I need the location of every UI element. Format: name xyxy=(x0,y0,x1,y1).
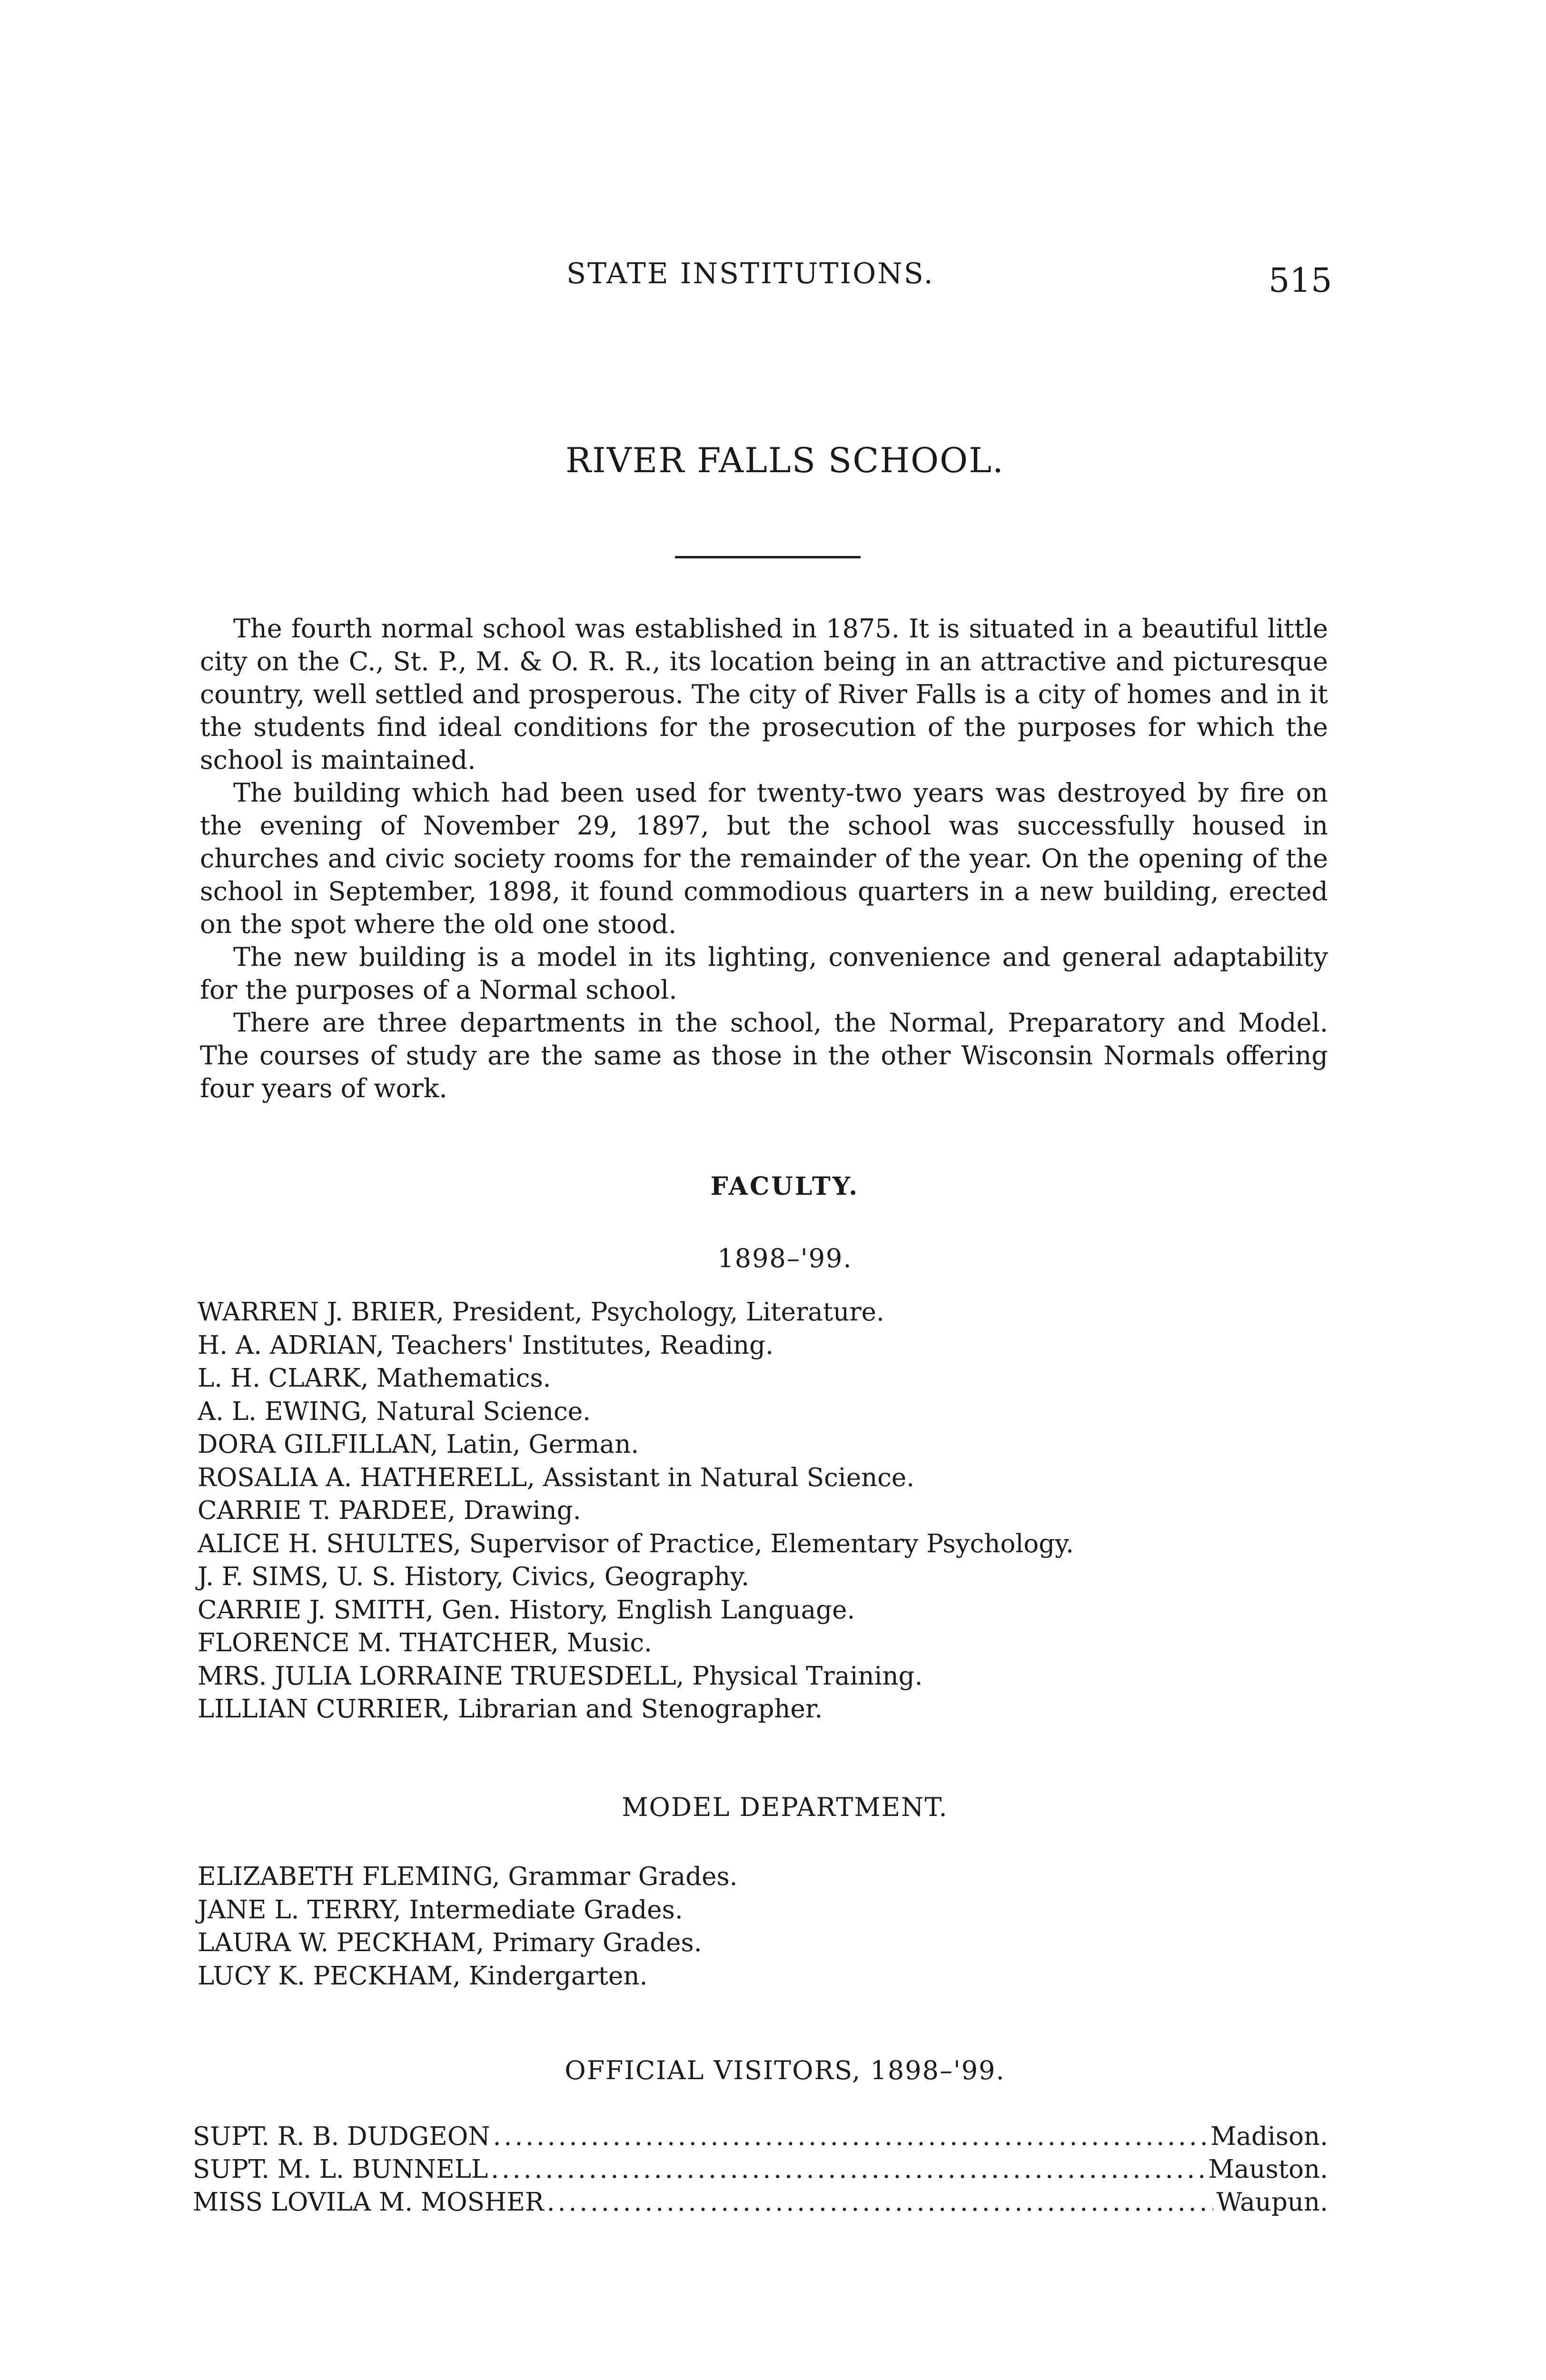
faculty-member: ALICE H. SHULTES, Supervisor of Practice, Elementary Psychology. xyxy=(198,1529,1074,1558)
faculty-heading: FACULTY. xyxy=(710,1172,860,1201)
faculty-member: DORA GILFILLAN, Latin, German. xyxy=(198,1430,639,1459)
paragraph: The building which had been used for twenty-two years was destroyed by fire on the evening of November 29, 1897, but the school was successfully housed in churches and civic society rooms for the remainder of the year. On the opening of the school in September, 1898, it found commodious quarters in a new building, erected on the spot where the old one stood. xyxy=(200,778,1328,939)
visitor-name: SUPT. R. B. DUDGEON xyxy=(193,2122,490,2151)
official-visitors-heading: OFFICIAL VISITORS, 1898–'99. xyxy=(565,2055,1005,2085)
faculty-member: H. A. ADRIAN, Teachers' Institutes, Reading. xyxy=(198,1330,773,1360)
model-department-member: JANE L. TERRY, Intermediate Grades. xyxy=(198,1895,683,1924)
dot-leader xyxy=(493,2120,1208,2153)
page-number: 515 xyxy=(1269,261,1332,300)
official-visitors-list xyxy=(193,2120,1328,2219)
faculty-member: J. F. SIMS, U. S. History, Civics, Geography. xyxy=(198,1562,750,1591)
body-text xyxy=(200,612,1328,1105)
dot-leader xyxy=(547,2186,1214,2219)
paragraph: There are three departments in the school, the Normal, Preparatory and Model. The courses of study are the same as those in the other Wisconsin Normals offering four years of work. xyxy=(200,1008,1328,1103)
model-department-member: LUCY K. PECKHAM, Kindergarten. xyxy=(198,1961,648,1991)
faculty-member: WARREN J. BRIER, President, Psychology, Literature. xyxy=(198,1298,884,1327)
model-department-member: ELIZABETH FLEMING, Grammar Grades. xyxy=(198,1862,738,1891)
visitor-entry xyxy=(193,2186,1328,2219)
running-head: STATE INSTITUTIONS. xyxy=(566,257,934,290)
paragraph: The fourth normal school was established in 1875. It is situated in a beautiful little city on the C., St. P., M. & O. R. R., its location being in an attractive and picturesque country, well settled and prosperous. The city of River Falls is a city of homes and in it the students find ideal conditions for the prosecution of the purposes for which the school is maintained. xyxy=(200,614,1328,775)
visitor-entry xyxy=(193,2153,1328,2186)
visitor-name: SUPT. M. L. BUNNELL xyxy=(193,2155,488,2184)
paragraph: The new building is a model in its lighting, convenience and general adaptability for the purposes of a Normal school. xyxy=(200,942,1328,1005)
faculty-member: A. L. EWING, Natural Science. xyxy=(198,1397,591,1426)
faculty-member: CARRIE T. PARDEE, Drawing. xyxy=(198,1496,581,1525)
visitor-name: MISS LOVILA M. MOSHER xyxy=(193,2188,544,2217)
faculty-year: 1898–'99. xyxy=(717,1243,852,1273)
faculty-member: FLORENCE M. THATCHER, Music. xyxy=(198,1628,652,1657)
faculty-member: ROSALIA A. HATHERELL, Assistant in Natural Science. xyxy=(198,1463,915,1492)
visitor-place: Mauston. xyxy=(1208,2155,1328,2184)
title-rule xyxy=(675,556,861,558)
model-department-heading: MODEL DEPARTMENT. xyxy=(622,1792,948,1822)
model-department-list xyxy=(198,1860,738,1993)
visitor-place: Waupun. xyxy=(1216,2188,1328,2217)
faculty-member: MRS. JULIA LORRAINE TRUESDELL, Physical Training. xyxy=(198,1661,923,1691)
dot-leader xyxy=(491,2153,1205,2186)
model-department-member: LAURA W. PECKHAM, Primary Grades. xyxy=(198,1928,702,1957)
faculty-list xyxy=(198,1296,1074,1726)
visitor-entry xyxy=(193,2120,1328,2153)
section-title: RIVER FALLS SCHOOL. xyxy=(565,440,1004,480)
faculty-member: CARRIE J. SMITH, Gen. History, English Language. xyxy=(198,1595,855,1625)
faculty-member: LILLIAN CURRIER, Librarian and Stenographer. xyxy=(198,1695,823,1724)
visitor-place: Madison. xyxy=(1210,2122,1328,2151)
faculty-member: L. H. CLARK, Mathematics. xyxy=(198,1364,551,1393)
